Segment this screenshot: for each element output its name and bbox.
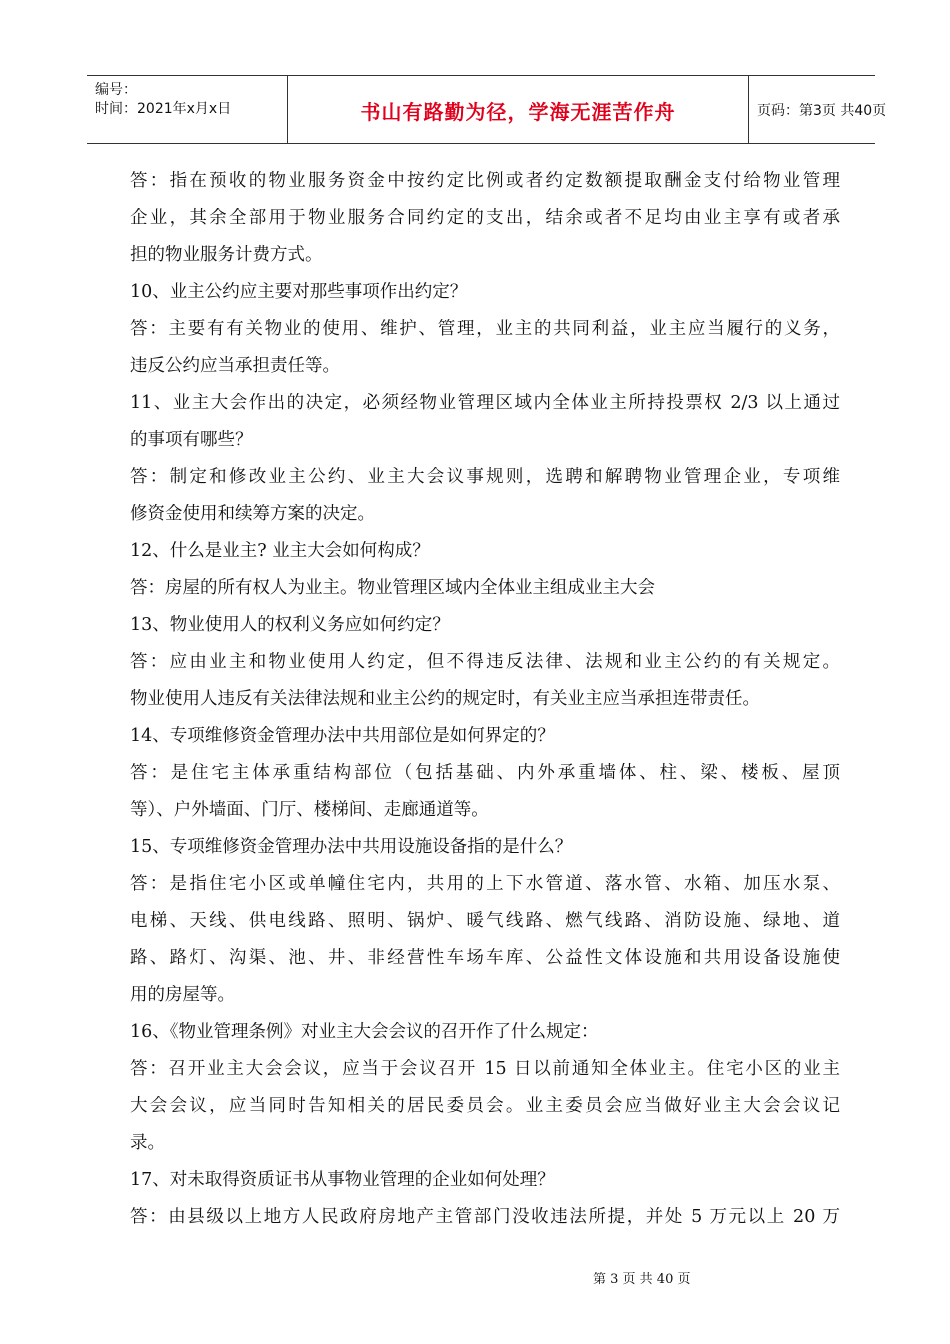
text-line: 答：制定和修改业主公约、业主大会议事规则，选聘和解聘物业管理企业，专项维 [130, 467, 840, 487]
text-line: 答：主要有有关物业的使用、维护、管理，业主的共同利益，业主应当履行的义务， [130, 319, 840, 339]
text-line: 大会会议，应当同时告知相关的居民委员会。业主委员会应当做好业主大会会议记 [130, 1096, 840, 1116]
document-number-label: 编号： [95, 82, 137, 98]
header-motto-cell [287, 76, 749, 143]
text-line: 用的房屋等。 [130, 985, 235, 1005]
text-line: 16、《物业管理条例》对业主大会会议的召开作了什么规定： [130, 1022, 599, 1042]
text-line: 企业，其余全部用于物业服务合同约定的支出，结余或者不足均由业主享有或者承 [130, 208, 840, 228]
text-line: 答：是住宅主体承重结构部位（包括基础、内外承重墙体、柱、梁、楼板、屋顶 [130, 763, 840, 783]
text-line: 答：召开业主大会会议，应当于会议召开 15 日以前通知全体业主。住宅小区的业主 [130, 1059, 840, 1079]
text-line: 答：是指住宅小区或单幢住宅内，共用的上下水管道、落水管、水箱、加压水泵、 [130, 874, 840, 894]
text-line: 电梯、天线、供电线路、照明、锅炉、暖气线路、燃气线路、消防设施、绿地、道 [130, 911, 840, 931]
header-motto: 书山有路勤为径，学海无涯苦作舟 [360, 100, 676, 124]
page-header [87, 75, 887, 144]
text-line: 答：应由业主和物业使用人约定，但不得违反法律、法规和业主公约的有关规定。 [130, 652, 840, 672]
text-line: 答：指在预收的物业服务资金中按约定比例或者约定数额提取酬金支付给物业管理 [130, 171, 840, 191]
text-line: 答：由县级以上地方人民政府房地产主管部门没收违法所提，并处 5 万元以上 20 万 [130, 1207, 840, 1227]
text-line: 答：房屋的所有权人为业主。物业管理区域内全体业主组成业主大会 [130, 578, 655, 598]
document-time-label: 时间：2021年x月x日 [95, 101, 232, 117]
text-line: 13、物业使用人的权利义务应如何约定？ [130, 615, 450, 635]
text-line: 15、专项维修资金管理办法中共用设施设备指的是什么？ [130, 837, 573, 857]
text-line: 物业使用人违反有关法律法规和业主公约的规定时，有关业主应当承担连带责任。 [130, 689, 760, 709]
text-line: 14、专项维修资金管理办法中共用部位是如何界定的？ [130, 726, 555, 746]
text-line: 违反公约应当承担责任等。 [130, 356, 340, 376]
page-footer: 第 3 页 共 40 页 [593, 1272, 691, 1287]
header-meta [87, 76, 287, 143]
text-line: 路、路灯、沟渠、池、井、非经营性车场车库、公益性文体设施和共用设备设施使 [130, 948, 840, 968]
header-page-number: 页码：第3页 共40页 [757, 103, 887, 119]
text-line: 录。 [130, 1133, 165, 1153]
header-page-cell [747, 76, 887, 143]
text-line: 17、对未取得资质证书从事物业管理的企业如何处理？ [130, 1170, 555, 1190]
text-line: 10、业主公约应主要对那些事项作出约定？ [130, 282, 468, 302]
text-line: 11、业主大会作出的决定，必须经物业管理区域内全体业主所持投票权 2/3 以上通过 [130, 393, 840, 413]
text-line: 担的物业服务计费方式。 [130, 245, 323, 265]
document-body [130, 163, 840, 1236]
text-line: 12、什么是业主? 业主大会如何构成？ [130, 541, 430, 561]
text-line: 等）、户外墙面、门厅、楼梯间、走廊通道等。 [130, 800, 489, 820]
text-line: 的事项有哪些？ [130, 430, 253, 450]
text-line: 修资金使用和续筹方案的决定。 [130, 504, 375, 524]
